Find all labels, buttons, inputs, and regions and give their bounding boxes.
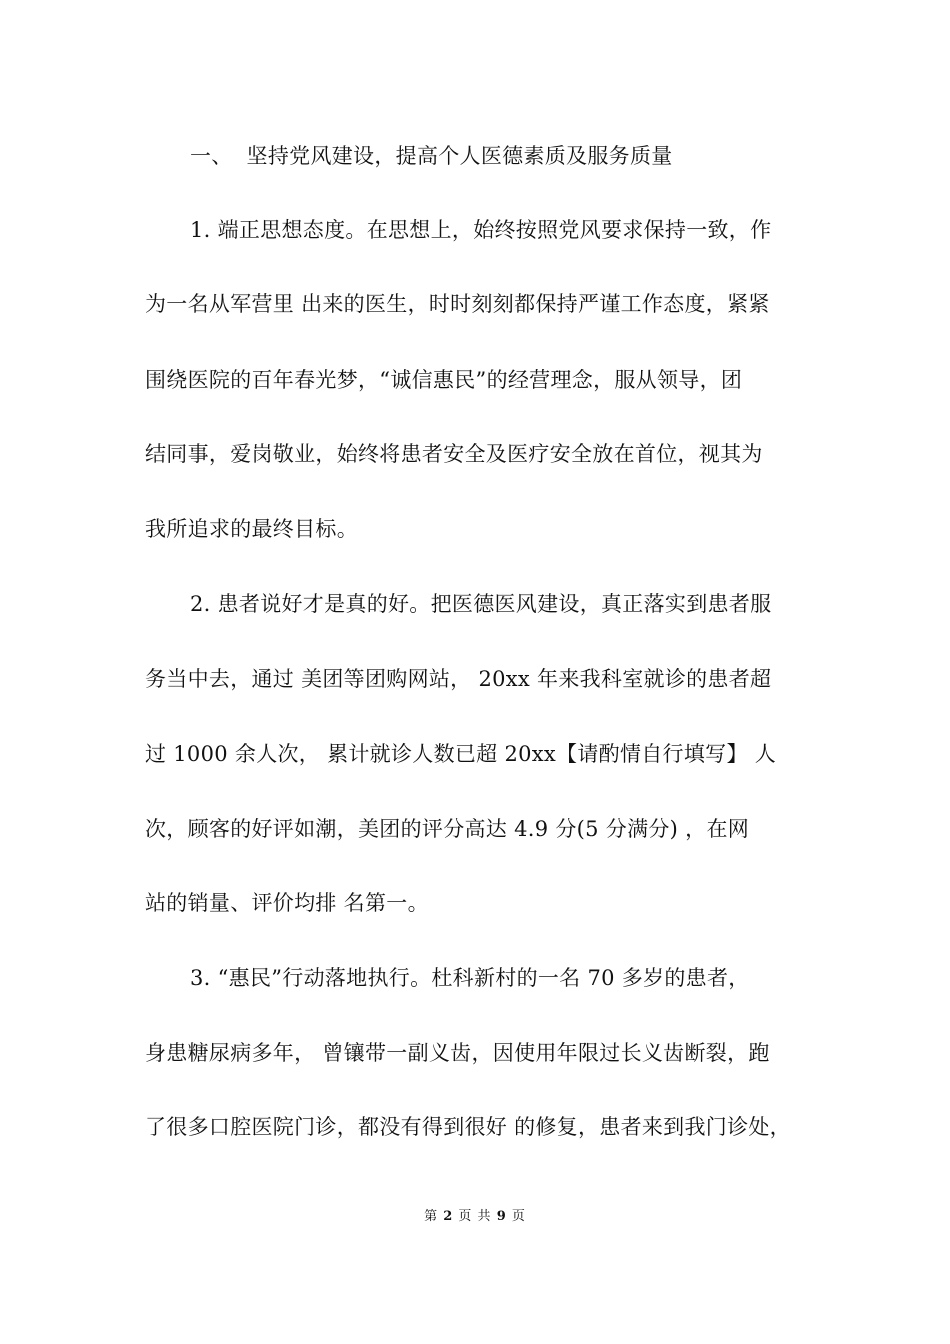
footer-prefix: 第 [424, 1209, 439, 1224]
footer-page-number: 2 [443, 1209, 454, 1224]
paragraph-line: 了很多口腔医院门诊，都没有得到很好 的修复，患者来到我门诊处， [145, 1115, 791, 1139]
paragraph-line: 过 1000 余人次， 累计就诊人数已超 20xx【请酌情自行填写】 人 [145, 742, 777, 766]
paragraph-line: 站的销量、评价均排 名第一。 [145, 891, 429, 915]
paragraph-line: 为一名从军营里 出来的医生，时时刻刻都保持严谨工作态度，紧紧 [145, 292, 770, 316]
paragraph-line: 我所追求的最终目标。 [145, 517, 358, 541]
paragraph-line: 务当中去，通过 美团等团购网站， 20xx 年来我科室就诊的患者超 [145, 667, 772, 691]
paragraph-line: 围绕医院的百年春光梦，“诚信惠民”的经营理念，服从领导，团 [145, 368, 743, 392]
footer-middle: 页 共 [458, 1209, 492, 1224]
paragraph-line: 2. 患者说好才是真的好。把医德医风建设，真正落实到患者服 [190, 592, 772, 616]
section-heading: 一、 坚持党风建设，提高个人医德素质及服务质量 [190, 144, 673, 168]
footer-suffix: 页 [511, 1209, 526, 1224]
paragraph-line: 3. “惠民”行动落地执行。杜科新村的一名 70 多岁的患者， [190, 966, 750, 990]
page-footer [0, 1208, 950, 1226]
paragraph-line: 身患糖尿病多年， 曾镶带一副义齿，因使用年限过长义齿断裂，跑 [145, 1041, 770, 1065]
footer-total-pages: 9 [496, 1209, 507, 1224]
paragraph-line: 次，顾客的好评如潮，美团的评分高达 4.9 分(5 分满分) ，在网 [145, 817, 750, 841]
paragraph-line: 1. 端正思想态度。在思想上，始终按照党风要求保持一致，作 [190, 218, 772, 242]
paragraph-line: 结同事，爱岗敬业，始终将患者安全及医疗安全放在首位，视其为 [145, 442, 763, 466]
